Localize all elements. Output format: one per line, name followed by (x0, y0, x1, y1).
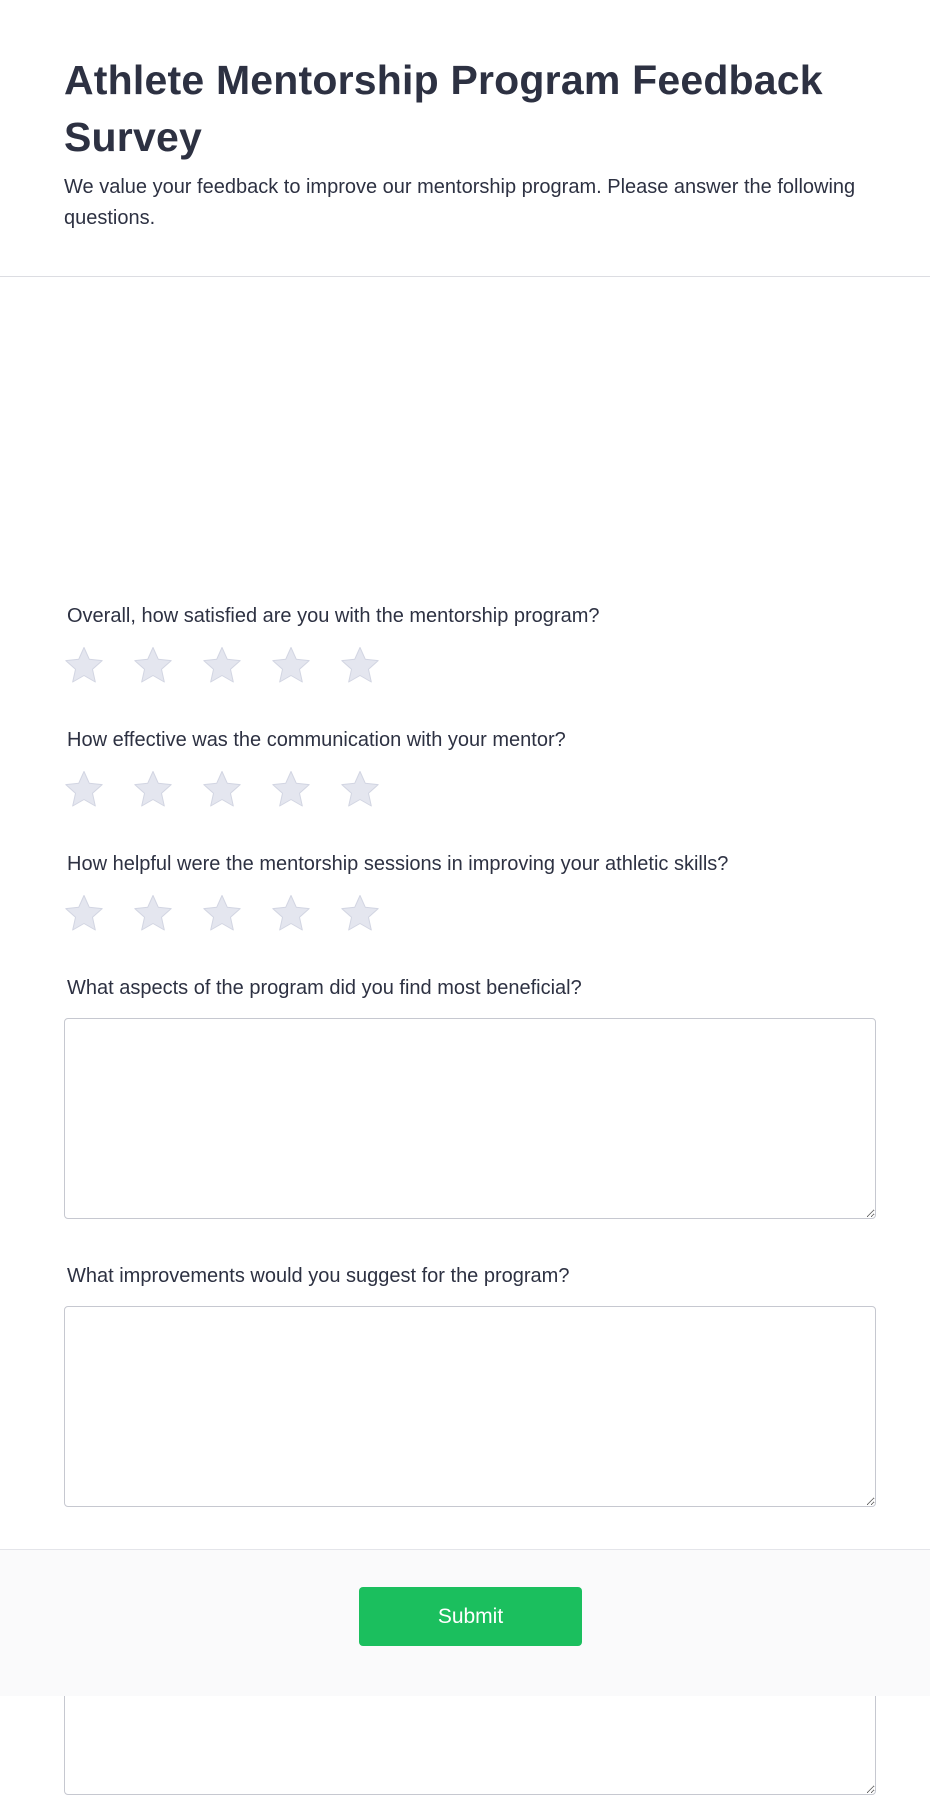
page-title: Athlete Mentorship Program Feedback Survey (64, 57, 823, 160)
star-icon[interactable] (64, 894, 104, 934)
star-icon[interactable] (271, 770, 311, 810)
form-footer (0, 1550, 930, 1696)
star-icon[interactable] (271, 646, 311, 686)
star-icon[interactable] (133, 770, 173, 810)
star-icon[interactable] (64, 770, 104, 810)
star-icon[interactable] (271, 894, 311, 934)
question-label-skills-improvement: How helpful were the mentorship sessions in improving your athletic skills? (67, 853, 729, 875)
star-icon[interactable] (340, 894, 380, 934)
star-icon[interactable] (133, 894, 173, 934)
rating-communication (64, 770, 409, 810)
star-icon[interactable] (202, 894, 242, 934)
survey-form (0, 277, 930, 1550)
improvements-textarea[interactable] (64, 1306, 876, 1507)
star-icon[interactable] (133, 646, 173, 686)
submit-button[interactable]: Submit (359, 1587, 582, 1646)
rating-overall-satisfaction (64, 646, 409, 686)
survey-header (0, 0, 930, 277)
rating-skills-improvement (64, 894, 409, 934)
beneficial-aspects-textarea[interactable] (64, 1018, 876, 1219)
star-icon[interactable] (202, 770, 242, 810)
star-icon[interactable] (340, 646, 380, 686)
star-icon[interactable] (202, 646, 242, 686)
page-subtitle: We value your feedback to improve our mentorship program. Please answer the following questions. (64, 176, 856, 229)
star-icon[interactable] (64, 646, 104, 686)
star-icon[interactable] (340, 770, 380, 810)
question-label-communication: How effective was the communication with your mentor? (67, 729, 566, 751)
question-label-overall-satisfaction: Overall, how satisfied are you with the mentorship program? (67, 605, 600, 627)
question-label-beneficial-aspects: What aspects of the program did you find most beneficial? (67, 977, 582, 999)
question-label-improvements: What improvements would you suggest for the program? (67, 1265, 570, 1287)
